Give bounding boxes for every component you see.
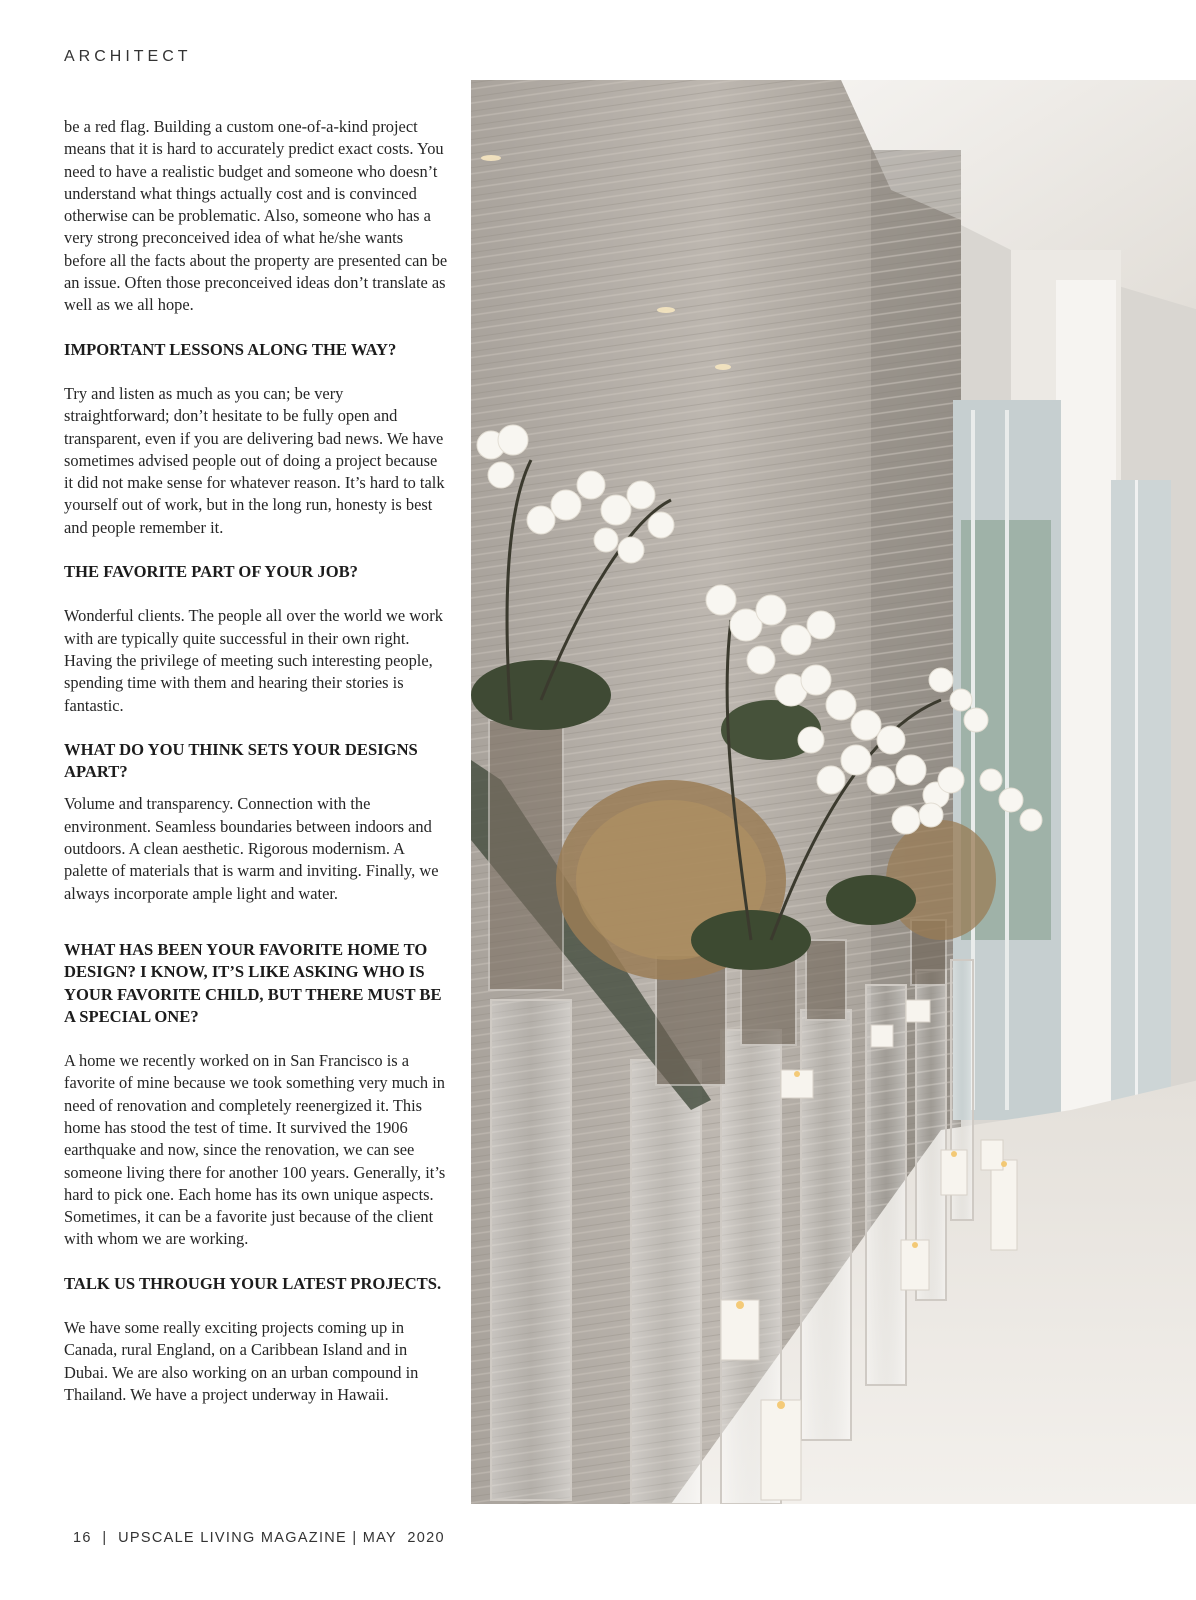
article-column <box>64 116 448 1406</box>
question-heading-favorite-part: THE FAVORITE PART OF YOUR JOB? <box>64 562 358 582</box>
answer-paragraph-favorite-home: A home we recently worked on in San Francisco is a favorite of mine because we took something very much in need of renovation and completely reenergized it. This home has stood the test of time. It survived the 1906 earthquake and now, since the renovation, we can see someone living there for another 100 years. Generally, it’s hard to pick one. Each home has its own unique aspects. Sometimes, it can be a favorite just because of the client with whom we are working. <box>64 1051 446 1249</box>
answer-paragraph-designs-apart: Volume and transparency. Connection with the environment. Seamless boundaries between indoors and outdoors. A clean aesthetic. Rigorous modernism. A palette of materials that is warm and inviting. Finally, we always incorporate ample light and water. <box>64 794 439 903</box>
answer-paragraph-lessons: Try and listen as much as you can; be very straightforward; don’t hesitate to be fully open and transparent, even if you are delivering bad news. We have sometimes advised people out of doing a project because it did not make sense for whatever reason. It’s hard to talk yourself out of work, but in the long run, honesty is best and people remember it. <box>64 383 445 537</box>
answer-paragraph-latest-projects: We have some really exciting projects coming up in Canada, rural England, on a Caribbean Island and in Dubai. We are also working on an urban compound in Thailand. We have a project underway in Hawaii. <box>64 1318 419 1404</box>
question-heading-lessons: IMPORTANT LESSONS ALONG THE WAY? <box>64 339 397 359</box>
interior-photo <box>471 80 1196 1504</box>
article-intro-paragraph: be a red flag. Building a custom one-of-a-kind project means that it is hard to accurately predict exact costs. You need to have a realistic budget and someone who doesn’t understand what things actually cost and is convinced otherwise can be problematic. Also, someone who has a very strong preconceived idea of what he/she wants before all the facts about the property are presented can be an issue. Often those preconceived ideas don’t translate as well as we all hope. <box>64 117 448 315</box>
question-heading-favorite-home: WHAT HAS BEEN YOUR FAVORITE HOME TO DESIGN? I KNOW, IT’S LIKE ASKING WHO IS YOUR FAVORITE CHILD, BUT THERE MUST BE A SPECIAL ONE? <box>64 939 442 1026</box>
question-heading-latest-projects: TALK US THROUGH YOUR LATEST PROJECTS. <box>64 1273 442 1293</box>
section-label: ARCHITECT <box>64 48 192 65</box>
page-footer: 16 | UPSCALE LIVING MAGAZINE | MAY 2020 <box>73 1530 445 1546</box>
question-heading-designs-apart: WHAT DO YOU THINK SETS YOUR DESIGNS APART? <box>64 739 418 782</box>
answer-paragraph-favorite-part: Wonderful clients. The people all over the world we work with are typically quite successful in their own right. Having the privilege of meeting such interesting people, spending time with them and hearing their stories is fantastic. <box>64 606 443 715</box>
